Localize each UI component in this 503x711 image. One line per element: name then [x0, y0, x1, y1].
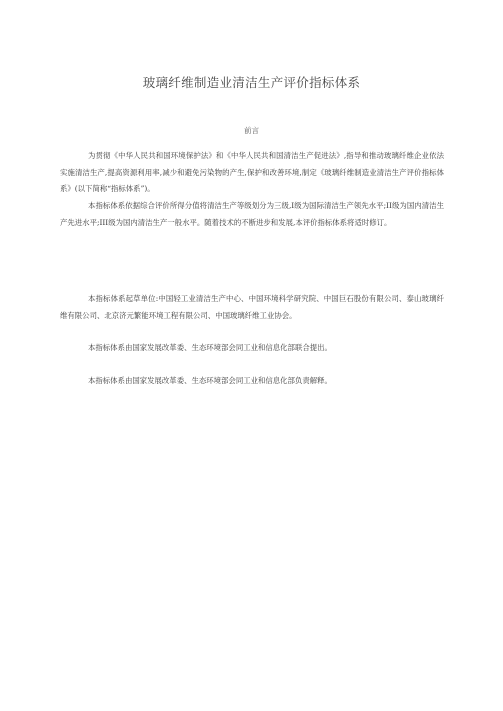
paragraph-proposed-by: 本指标体系由国家发展改革委、生态环境部会同工业和信息化部联合提出。	[88, 343, 332, 352]
paragraph-interpreted-by: 本指标体系由国家发展改革委、生态环境部会同工业和信息化部负责解释。	[88, 376, 332, 385]
document-title: 玻璃纤维制造业清洁生产评价指标体系	[142, 75, 361, 90]
paragraph-levels: 本指标体系依据综合评价所得分值将清洁生产等级划分为三级,I级为国际清洁生产领先水平;II级为国内清洁生产先进水平;III级为国内清洁生产一般水平。随着技术的不断进步和发展,本评价指标体系将适时修订。	[60, 201, 444, 227]
section-heading: 前言	[244, 126, 259, 135]
paragraph-purpose: 为贯彻《中华人民共和国环境保护法》和《中华人民共和国清洁生产促进法》,指导和推动玻璃纤维企业依法实施清洁生产,提高资源利用率,减少和避免污染物的产生,保护和改善环境,制定《玻璃纤维制造业清洁生产评价指标体系》(以下简称“指标体系”)。	[60, 151, 444, 193]
paragraph-drafters: 本指标体系起草单位:中国轻工业清洁生产中心、中国环境科学研究院、中国巨石股份有限公司、泰山玻璃纤维有限公司、北京济元繁能环境工程有限公司、中国玻璃纤维工业协会。	[60, 294, 444, 320]
